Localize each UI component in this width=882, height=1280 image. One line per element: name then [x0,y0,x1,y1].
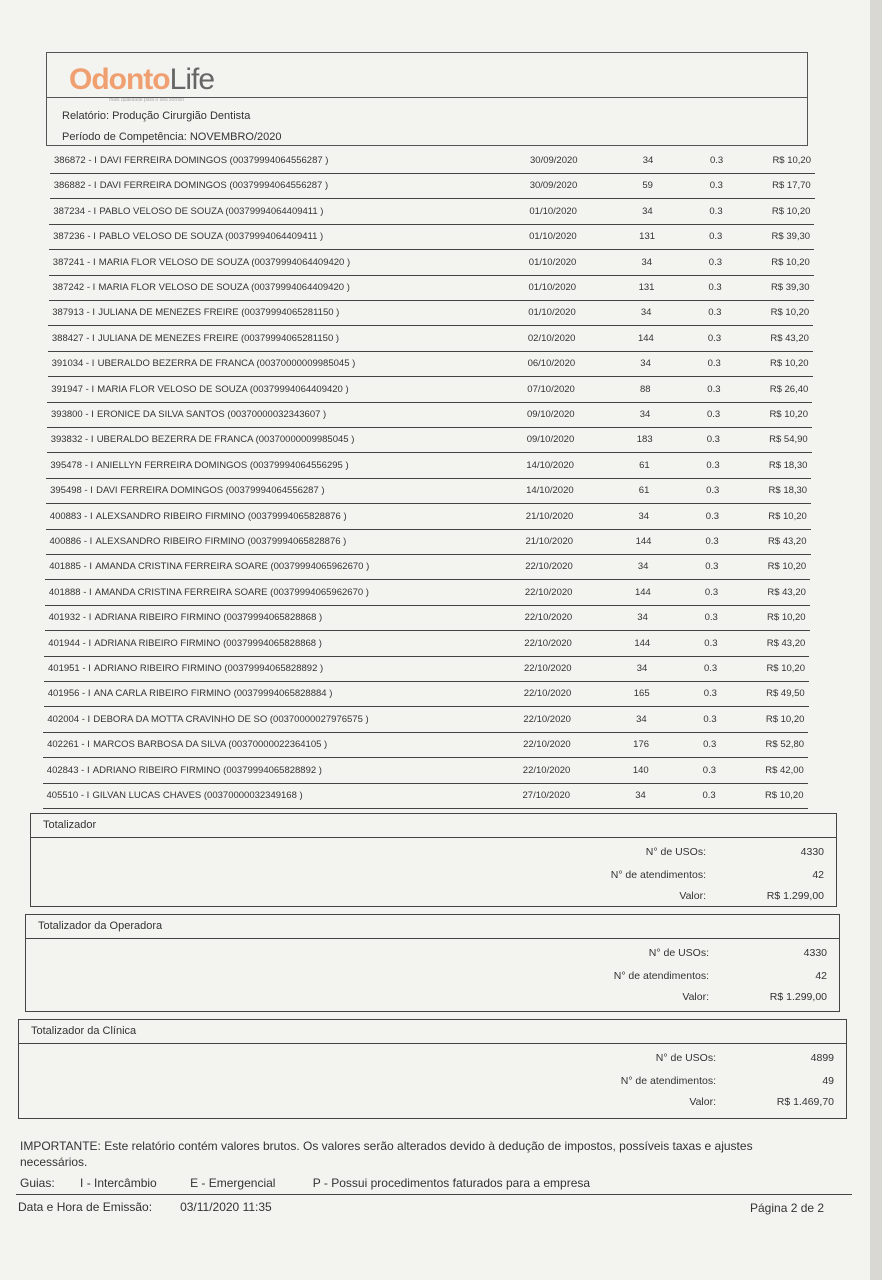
row-factor: 0.3 [709,180,723,192]
usos-value: 4330 [803,947,827,959]
atendimentos-value: 42 [815,970,827,982]
table-row [49,200,814,225]
patient-name: GILVAN LUCAS CHAVES (00370000032349168 ) [92,790,303,801]
usos-label: N° de USOs: [655,1052,716,1064]
table-row [48,301,813,326]
row-value: R$ 43,20 [767,536,807,547]
row-factor: 0.3 [707,409,721,420]
row-factor: 0.3 [709,231,723,243]
row-id: 391034 - I [51,358,95,370]
row-id: 395478 - I [50,459,94,471]
atendimentos-label: N° de atendimentos: [620,1075,716,1087]
totalizer-title: Totalizador da Clínica [19,1020,846,1044]
table-row [46,454,811,479]
row-value: R$ 10,20 [766,663,805,674]
important-note: IMPORTANTE: Este relatório contém valores brutos. Os valores serão alterados devido à dedução de impostos, possíveis taxas e ajustes necessários. [20,1139,753,1169]
table-row [49,251,814,276]
totalizer-box [30,813,837,907]
row-date: 22/10/2020 [524,586,573,598]
row-date: 14/10/2020 [526,459,574,471]
report-header [46,52,808,146]
row-date: 22/10/2020 [524,612,573,624]
row-factor: 0.3 [708,307,722,319]
row-factor: 0.3 [704,637,718,649]
patient-name: AMANDA CRISTINA FERREIRA SOARE (00379994065962670 ) [94,586,369,598]
row-value: R$ 10,20 [765,713,805,725]
table-row [43,733,808,758]
row-factor: 0.3 [708,282,722,293]
row-date: 01/10/2020 [529,205,577,217]
usos-label: N° de USOs: [648,947,709,959]
row-date: 27/10/2020 [522,790,571,801]
row-id: 391947 - I [51,383,95,395]
row-date: 02/10/2020 [527,332,576,344]
row-quantity: 131 [639,231,656,243]
row-quantity: 34 [636,663,648,674]
patient-name: PABLO VELOSO DE SOUZA (00379994064409411 ) [99,231,324,243]
row-id: 402261 - I [47,739,90,751]
patient-name: ADRIANO RIBEIRO FIRMINO (00379994065828892 ) [94,663,324,674]
usos-value: 4330 [800,846,824,858]
row-date: 22/10/2020 [522,764,571,776]
row-quantity: 61 [638,485,650,497]
row-value: R$ 10,20 [770,307,810,319]
row-date: 01/10/2020 [529,231,577,243]
row-quantity: 176 [633,739,650,751]
row-date: 14/10/2020 [526,485,574,497]
row-quantity: 88 [640,383,651,395]
patient-name: MARIA FLOR VELOSO DE SOUZA (00379994064409420 ) [98,256,351,268]
row-date: 30/09/2020 [530,155,578,166]
usos-label: N° de USOs: [645,846,706,858]
patient-name: PABLO VELOSO DE SOUZA (00379994064409411 ) [99,205,324,217]
row-quantity: 131 [638,282,655,293]
table-row [45,581,810,606]
row-date: 30/09/2020 [529,180,578,192]
row-date: 01/10/2020 [528,282,577,293]
row-id: 386872 - I [54,155,97,166]
patient-name: ADRIANO RIBEIRO FIRMINO (00379994065828892 ) [92,764,322,776]
row-id: 395498 - I [50,485,93,497]
row-value: R$ 17,70 [772,180,811,192]
row-date: 22/10/2020 [523,713,571,725]
page-number: Página 2 de 2 [750,1201,825,1215]
row-quantity: 165 [633,688,650,700]
row-id: 401951 - I [48,663,91,674]
patient-name: JULIANA DE MENEZES FREIRE (00379994065281150 ) [97,332,340,344]
row-value: R$ 18,30 [768,485,808,497]
usos-value: 4899 [810,1052,834,1064]
row-factor: 0.3 [706,485,720,497]
row-factor: 0.3 [703,688,717,700]
valor-label: Valor: [679,890,706,902]
row-quantity: 34 [637,612,648,624]
valor-label: Valor: [689,1096,716,1108]
row-date: 01/10/2020 [528,307,576,319]
row-id: 387236 - I [53,231,96,243]
row-value: R$ 39,30 [771,231,811,243]
row-value: R$ 10,20 [770,358,809,370]
patient-name: DEBORA DA MOTTA CRAVINHO DE SO (00370000027976575 ) [93,713,369,725]
row-quantity: 34 [639,409,651,420]
table-row [47,403,812,428]
row-factor: 0.3 [707,383,721,395]
row-value: R$ 10,20 [771,256,810,268]
table-row [43,708,808,733]
row-factor: 0.3 [703,713,717,725]
row-factor: 0.3 [705,510,720,522]
row-quantity: 34 [636,713,647,725]
row-id: 393832 - I [50,434,94,446]
patient-name: ADRIANA RIBEIRO FIRMINO (00379994065828868 ) [94,612,323,624]
patient-name: MARIA FLOR VELOSO DE SOUZA (00379994064409420 ) [98,282,350,293]
row-factor: 0.3 [710,155,724,166]
patient-name: DAVI FERREIRA DOMINGOS (00379994064556287 ) [99,180,329,192]
row-date: 01/10/2020 [528,256,577,268]
row-id: 401888 - I [48,586,92,598]
row-quantity: 34 [640,307,652,319]
row-factor: 0.3 [704,612,718,624]
table-row [44,632,809,657]
atendimentos-label: N° de atendimentos: [610,869,706,881]
row-factor: 0.3 [706,434,720,446]
row-date: 22/10/2020 [523,739,571,751]
row-id: 401932 - I [48,612,92,624]
patient-name: MARIA FLOR VELOSO DE SOUZA (00379994064409420 ) [97,383,349,395]
row-value: R$ 43,20 [770,332,809,344]
row-date: 07/10/2020 [527,383,575,395]
atendimentos-label: N° de atendimentos: [613,970,709,982]
row-quantity: 61 [639,459,650,471]
valor-value: R$ 1.299,00 [766,890,824,902]
table-row [47,378,812,403]
patient-name: ALEXSANDRO RIBEIRO FIRMINO (00379994065828876 ) [95,510,347,522]
table-row [49,276,814,301]
row-value: R$ 52,80 [765,739,805,751]
valor-value: R$ 1.299,00 [769,991,827,1003]
patient-name: MARCOS BARBOSA DA SILVA (00370000022364105 ) [93,739,328,751]
totalizer-box [25,914,840,1012]
table-row [44,657,809,682]
atendimentos-value: 42 [812,869,824,881]
row-factor: 0.3 [705,561,719,573]
row-date: 22/10/2020 [524,637,572,649]
table-row [49,225,814,250]
row-date: 09/10/2020 [526,434,575,446]
patient-name: ADRIANA RIBEIRO FIRMINO (00379994065828868 ) [94,637,322,649]
row-quantity: 34 [635,790,646,801]
row-factor: 0.3 [704,586,719,598]
patient-name: JULIANA DE MENEZES FREIRE (00379994065281150 ) [98,307,340,319]
patient-name: ANIELLYN FERREIRA DOMINGOS (00379994064556295 ) [96,459,349,471]
table-row [44,682,809,707]
period: Período de Competência: NOVEMBRO/2020 [62,131,282,143]
patient-name: ERONICE DA SILVA SANTOS (00370000032343607 ) [97,409,327,420]
row-quantity: 59 [642,180,653,192]
row-id: 400883 - I [49,510,93,522]
row-date: 06/10/2020 [527,358,576,370]
row-quantity: 144 [637,332,654,344]
row-id: 400886 - I [49,536,93,547]
totalizer-title: Totalizador [31,814,836,838]
row-quantity: 34 [642,205,653,217]
row-value: R$ 10,20 [771,205,811,217]
emission-datetime: Data e Hora de Emissão: 03/11/2020 11:35 [18,1200,272,1214]
row-value: R$ 43,20 [766,637,806,649]
row-date: 09/10/2020 [527,409,575,420]
row-quantity: 34 [642,155,654,166]
row-date: 21/10/2020 [525,536,574,547]
row-id: 401956 - I [47,688,91,700]
row-factor: 0.3 [703,739,717,751]
report-name: Relatório: Produção Cirurgião Dentista [62,110,251,122]
patient-name: UBERALDO BEZERRA DE FRANCA (00370000009985045 ) [96,434,355,446]
row-quantity: 144 [635,536,652,547]
patient-name: AMANDA CRISTINA FERREIRA SOARE (00379994065962670 ) [95,561,370,573]
row-factor: 0.3 [707,358,721,370]
row-factor: 0.3 [704,663,718,674]
table-row [45,555,810,580]
table-row [46,479,811,504]
table-row [50,149,815,174]
row-id: 387234 - I [53,205,97,217]
row-quantity: 34 [641,256,653,268]
table-row [47,428,812,453]
row-factor: 0.3 [702,764,717,776]
row-quantity: 144 [634,637,651,649]
row-id: 405510 - I [46,790,90,801]
row-factor: 0.3 [709,205,723,217]
row-date: 22/10/2020 [525,561,573,573]
table-row [46,505,811,530]
row-id: 387913 - I [52,307,95,319]
row-value: R$ 43,20 [767,586,806,598]
row-value: R$ 42,00 [765,764,804,776]
valor-value: R$ 1.469,70 [776,1096,834,1108]
row-id: 387241 - I [52,256,96,268]
row-quantity: 34 [640,358,651,370]
table-row [48,352,813,377]
row-quantity: 34 [637,561,649,573]
table-row [48,327,813,352]
row-value: R$ 10,20 [772,155,811,166]
row-quantity: 140 [632,764,649,776]
patient-name: DAVI FERREIRA DOMINGOS (00379994064556287 ) [96,485,325,497]
patient-name: ALEXSANDRO RIBEIRO FIRMINO (00379994065828876 ) [95,536,347,547]
row-factor: 0.3 [702,790,716,801]
row-date: 21/10/2020 [525,510,574,522]
row-value: R$ 18,30 [768,459,808,471]
totalizer-title: Totalizador da Operadora [26,915,839,939]
row-factor: 0.3 [707,332,722,344]
row-value: R$ 10,20 [769,409,808,420]
table-row [43,759,808,784]
row-factor: 0.3 [708,256,723,268]
table-row [46,530,811,555]
table-row [45,606,810,631]
row-factor: 0.3 [706,459,720,471]
patient-name: DAVI FERREIRA DOMINGOS (00379994064556287 ) [100,155,329,166]
row-id: 387242 - I [52,282,96,293]
odontolife-logo: OdontoLife mais qualidade para o seu sorriso [69,63,215,103]
row-id: 386882 - I [53,180,97,192]
patient-name: ANA CARLA RIBEIRO FIRMINO (00379994065828884 ) [93,688,333,700]
row-factor: 0.3 [705,536,719,547]
row-value: R$ 49,50 [766,688,805,700]
row-value: R$ 10,20 [767,561,807,573]
row-value: R$ 39,30 [770,282,810,293]
row-quantity: 144 [634,586,651,598]
row-value: R$ 10,20 [767,612,806,624]
row-quantity: 183 [636,434,653,446]
row-id: 401944 - I [48,637,92,649]
row-id: 388427 - I [51,332,95,344]
guides-legend: Guias: I - Intercâmbio E - Emergencial P - Possui procedimentos faturados para a empresa [20,1176,591,1190]
atendimentos-value: 49 [822,1075,834,1087]
row-id: 402843 - I [46,764,90,776]
row-value: R$ 26,40 [769,383,809,395]
table-row [43,784,808,809]
row-quantity: 34 [638,510,650,522]
table-row [50,174,815,199]
patient-name: UBERALDO BEZERRA DE FRANCA (00370000009985045 ) [97,358,356,370]
valor-label: Valor: [682,991,709,1003]
row-date: 22/10/2020 [524,663,572,674]
row-id: 402004 - I [47,713,91,725]
row-value: R$ 10,20 [768,510,807,522]
totalizer-box [18,1019,847,1119]
row-value: R$ 54,90 [769,434,808,446]
row-value: R$ 10,20 [764,790,804,801]
row-id: 401885 - I [49,561,92,573]
row-id: 393800 - I [51,409,94,420]
row-date: 22/10/2020 [523,688,572,700]
